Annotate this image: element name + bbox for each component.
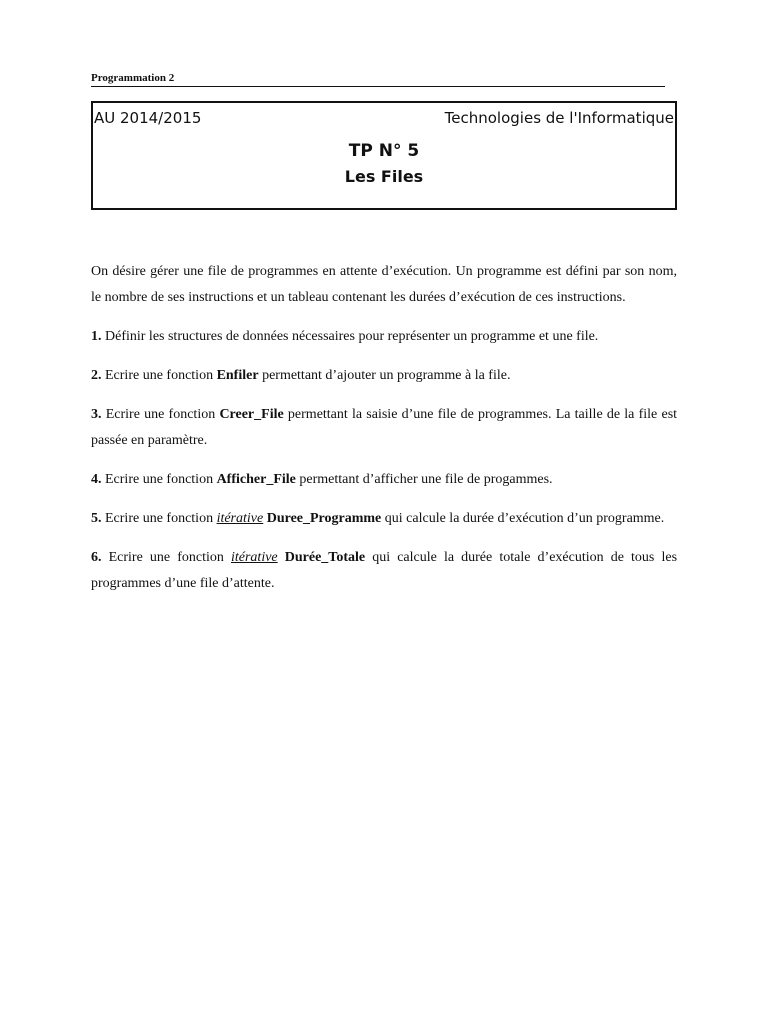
question-number: 4. [91,472,102,487]
question-6 [91,545,677,597]
function-name: Creer_File [219,407,284,422]
tp-number: TP N° 5 [348,141,420,161]
question-number: 6. [91,550,102,565]
question-text: Ecrire une fonction [105,407,216,422]
question-text: Ecrire une fonction [105,511,214,526]
question-3 [91,402,677,454]
function-name: Enfiler [216,368,259,383]
question-1 [91,324,677,350]
question-text: Ecrire une fonction [105,368,214,383]
question-text: permettant d’ajouter un programme à la file. [262,368,511,383]
function-name: Afficher_File [216,472,296,487]
function-name: Durée_Totale [284,550,366,565]
question-text: permettant d’afficher une file de progammes. [299,472,553,487]
iterative-qualifier: itérative [230,550,278,565]
subject-title: Les Files [344,167,424,186]
function-name: Duree_Programme [266,511,382,526]
question-number: 5. [91,511,102,526]
question-number: 1. [91,329,102,344]
academic-year: AU 2014/2015 [94,109,202,127]
intro-paragraph: On désire gérer une file de programmes en attente d’exécution. Un programme est défini par son nom, le nombre de ses instructions et un tableau contenant les durées d’exécution de ces instructions. [91,264,677,305]
question-4 [91,467,677,493]
question-2 [91,363,677,389]
question-text: Ecrire une fonction [108,550,224,565]
question-number: 2. [91,368,102,383]
iterative-qualifier: itérative [216,511,264,526]
title-box [91,101,677,210]
question-number: 3. [91,407,102,422]
question-5 [91,506,677,532]
question-text: qui calcule la durée totale d’exécution de tous les programmes d’une file d’attente. [91,550,678,591]
question-text: Ecrire une fonction [105,472,214,487]
exercise-content [91,259,677,610]
department: Technologies de l'Informatique [444,109,674,127]
question-text: qui calcule la durée d’exécution d’un programme. [384,511,665,526]
question-text: permettant la saisie d’une file de programmes. La taille de la file est passée en paramètre. [91,407,678,448]
question-text: Définir les structures de données nécessaires pour représenter un programme et une file. [105,329,599,344]
course-header: Programmation 2 [91,72,665,87]
